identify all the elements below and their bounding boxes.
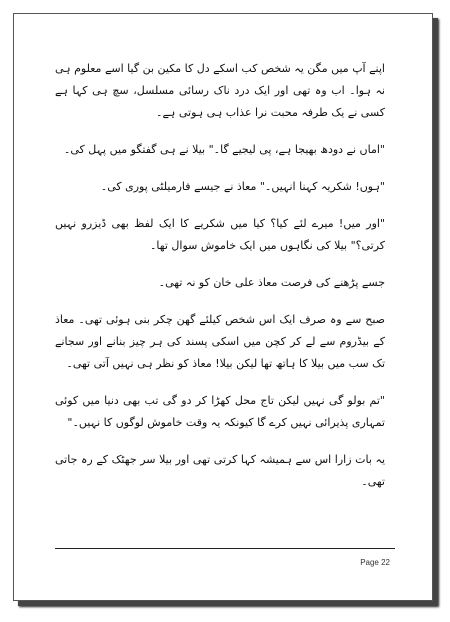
paragraph-5: جسے پڑھنے کی فرصت معاذ علی خان کو نہ تھی۔ [158, 276, 385, 289]
paragraph-3: "ہوں! شکریہ کہنا انہیں۔" معاذ نے جیسے فارمیلٹی پوری کی۔ [100, 180, 385, 193]
paragraph-4: "اور میں! میرے لئے کیا؟ کیا میں شکریے کا ایک لفظ بھی ڈیزرو نہیں کرتی؟" بیلا کی نگاہوں میں ایک خاموش سوال تھا۔ [55, 217, 385, 252]
page-number: Page 22 [360, 558, 390, 567]
paragraph-8: یہ بات زارا اس سے ہمیشہ کہا کرتی تھی اور بیلا سر جھٹک کے رہ جاتی تھی۔ [55, 453, 385, 488]
paragraph-6: صبح سے وہ صرف ایک اس شخص کیلئے گھن چکر بنی ہوئی تھی۔ معاذ کے بیڈروم سے لے کر کچن میں اسکی پسند کی ہر چیز بنانے اور سجانے تک سب میں بیلا کا ہاتھ تھا لیکن بیلا! معاذ کو نظر ہی نہیں آتی تھی۔ [55, 313, 385, 370]
footer-divider [55, 548, 395, 549]
page-body [55, 58, 385, 506]
paragraph-1: اپنے آپ میں مگن یہ شخص کب اسکے دل کا مکین بن گیا اسے معلوم ہی نہ ہوا۔ اب وہ تھی اور ایک درد ناک رسائی مسلسل، سچ ہی کہا ہے کسی نے یک طرفہ محبت نرا عذاب ہی ہوتی ہے۔ [55, 62, 385, 119]
paragraph-7: "تم بولو گی نہیں لیکن تاج محل کھڑا کر دو گی تب بھی دنیا میں کوئی تمہاری پذیرائی نہیں کرے گا کیونکہ یہ وقت خاموش لوگوں کا نہیں۔" [55, 394, 385, 429]
paragraph-2: "اماں نے دودھ بھیجا ہے، پی لیجیے گا۔" بیلا نے ہی گفتگو میں پہل کی۔ [63, 143, 385, 156]
